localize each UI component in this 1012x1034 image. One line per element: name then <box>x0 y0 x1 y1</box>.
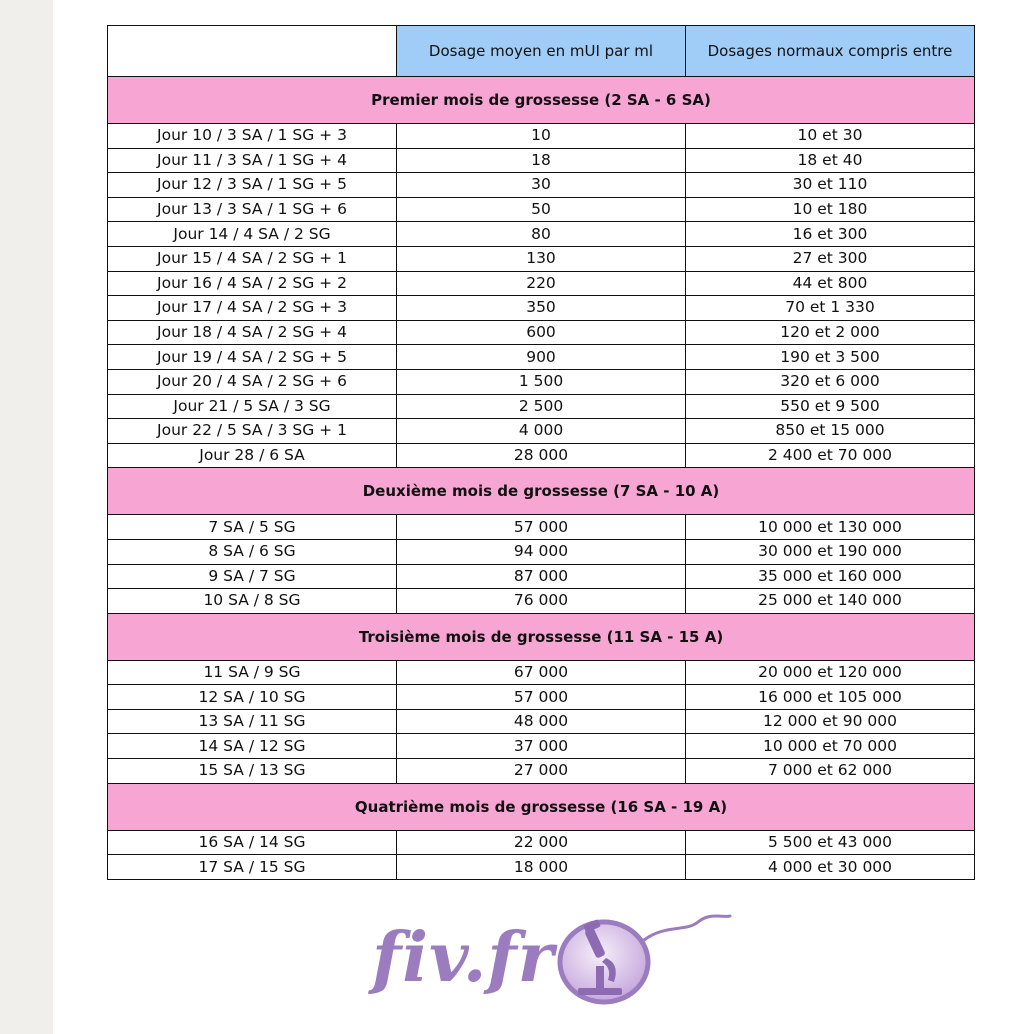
cell-average-dose: 67 000 <box>397 660 686 685</box>
cell-gestational-age: 15 SA / 13 SG <box>108 759 397 784</box>
hcg-dosage-table-container <box>107 25 974 880</box>
table-row <box>108 173 975 198</box>
cell-average-dose: 130 <box>397 246 686 271</box>
cell-gestational-age: Jour 17 / 4 SA / 2 SG + 3 <box>108 296 397 321</box>
table-row <box>108 296 975 321</box>
section-header-row <box>108 468 975 515</box>
table-row <box>108 271 975 296</box>
cell-average-dose: 350 <box>397 296 686 321</box>
cell-gestational-age: Jour 13 / 3 SA / 1 SG + 6 <box>108 197 397 222</box>
header-cell-empty <box>108 26 397 77</box>
cell-normal-range: 550 et 9 500 <box>686 394 975 419</box>
table-row <box>108 124 975 149</box>
table-body <box>108 77 975 880</box>
cell-average-dose: 27 000 <box>397 759 686 784</box>
cell-average-dose: 22 000 <box>397 830 686 855</box>
section-header-row <box>108 783 975 830</box>
table-row <box>108 222 975 247</box>
table-row <box>108 660 975 685</box>
cell-normal-range: 2 400 et 70 000 <box>686 443 975 468</box>
cell-normal-range: 4 000 et 30 000 <box>686 855 975 880</box>
cell-average-dose: 80 <box>397 222 686 247</box>
table-row <box>108 709 975 734</box>
table-row <box>108 345 975 370</box>
table-row <box>108 515 975 540</box>
cell-normal-range: 10 000 et 130 000 <box>686 515 975 540</box>
cell-normal-range: 30 et 110 <box>686 173 975 198</box>
cell-gestational-age: Jour 21 / 5 SA / 3 SG <box>108 394 397 419</box>
section-title: Deuxième mois de grossesse (7 SA - 10 A) <box>108 468 975 515</box>
section-header-row <box>108 77 975 124</box>
cell-normal-range: 190 et 3 500 <box>686 345 975 370</box>
cell-average-dose: 30 <box>397 173 686 198</box>
cell-gestational-age: 13 SA / 11 SG <box>108 709 397 734</box>
cell-normal-range: 5 500 et 43 000 <box>686 830 975 855</box>
table-row <box>108 539 975 564</box>
cell-normal-range: 320 et 6 000 <box>686 369 975 394</box>
cell-gestational-age: 12 SA / 10 SG <box>108 685 397 710</box>
cell-normal-range: 10 000 et 70 000 <box>686 734 975 759</box>
table-row <box>108 394 975 419</box>
cell-average-dose: 28 000 <box>397 443 686 468</box>
cell-gestational-age: Jour 11 / 3 SA / 1 SG + 4 <box>108 148 397 173</box>
section-title: Premier mois de grossesse (2 SA - 6 SA) <box>108 77 975 124</box>
cell-gestational-age: Jour 16 / 4 SA / 2 SG + 2 <box>108 271 397 296</box>
table-row <box>108 564 975 589</box>
cell-gestational-age: 7 SA / 5 SG <box>108 515 397 540</box>
cell-gestational-age: 16 SA / 14 SG <box>108 830 397 855</box>
cell-gestational-age: 17 SA / 15 SG <box>108 855 397 880</box>
fiv-logo <box>372 910 732 1010</box>
table-row <box>108 589 975 614</box>
cell-average-dose: 76 000 <box>397 589 686 614</box>
cell-gestational-age: Jour 19 / 4 SA / 2 SG + 5 <box>108 345 397 370</box>
cell-normal-range: 12 000 et 90 000 <box>686 709 975 734</box>
cell-normal-range: 7 000 et 62 000 <box>686 759 975 784</box>
cell-average-dose: 94 000 <box>397 539 686 564</box>
cell-normal-range: 30 000 et 190 000 <box>686 539 975 564</box>
table-row <box>108 443 975 468</box>
cell-gestational-age: 14 SA / 12 SG <box>108 734 397 759</box>
table-row <box>108 830 975 855</box>
cell-average-dose: 57 000 <box>397 515 686 540</box>
cell-average-dose: 10 <box>397 124 686 149</box>
cell-average-dose: 50 <box>397 197 686 222</box>
section-title: Quatrième mois de grossesse (16 SA - 19 A) <box>108 783 975 830</box>
cell-average-dose: 900 <box>397 345 686 370</box>
table-row <box>108 148 975 173</box>
cell-normal-range: 10 et 180 <box>686 197 975 222</box>
table-row <box>108 419 975 444</box>
cell-normal-range: 18 et 40 <box>686 148 975 173</box>
cell-average-dose: 18 <box>397 148 686 173</box>
cell-normal-range: 10 et 30 <box>686 124 975 149</box>
cell-gestational-age: Jour 22 / 5 SA / 3 SG + 1 <box>108 419 397 444</box>
microscope-sperm-icon <box>548 910 732 1010</box>
cell-average-dose: 18 000 <box>397 855 686 880</box>
cell-gestational-age: Jour 28 / 6 SA <box>108 443 397 468</box>
table-row <box>108 855 975 880</box>
cell-gestational-age: Jour 15 / 4 SA / 2 SG + 1 <box>108 246 397 271</box>
cell-gestational-age: Jour 12 / 3 SA / 1 SG + 5 <box>108 173 397 198</box>
cell-gestational-age: 8 SA / 6 SG <box>108 539 397 564</box>
cell-average-dose: 57 000 <box>397 685 686 710</box>
cell-gestational-age: 10 SA / 8 SG <box>108 589 397 614</box>
cell-gestational-age: 11 SA / 9 SG <box>108 660 397 685</box>
cell-average-dose: 87 000 <box>397 564 686 589</box>
logo-text: fiv.fr <box>372 918 555 998</box>
cell-gestational-age: 9 SA / 7 SG <box>108 564 397 589</box>
header-cell-normal-range: Dosages normaux compris entre <box>686 26 975 77</box>
cell-average-dose: 1 500 <box>397 369 686 394</box>
cell-normal-range: 70 et 1 330 <box>686 296 975 321</box>
table-row <box>108 685 975 710</box>
table-row <box>108 759 975 784</box>
cell-average-dose: 48 000 <box>397 709 686 734</box>
cell-gestational-age: Jour 14 / 4 SA / 2 SG <box>108 222 397 247</box>
header-cell-average-dose: Dosage moyen en mUI par ml <box>397 26 686 77</box>
cell-average-dose: 37 000 <box>397 734 686 759</box>
hcg-dosage-table <box>107 25 975 880</box>
section-header-row <box>108 613 975 660</box>
cell-gestational-age: Jour 18 / 4 SA / 2 SG + 4 <box>108 320 397 345</box>
cell-normal-range: 44 et 800 <box>686 271 975 296</box>
cell-normal-range: 25 000 et 140 000 <box>686 589 975 614</box>
section-title: Troisième mois de grossesse (11 SA - 15 A) <box>108 613 975 660</box>
cell-normal-range: 35 000 et 160 000 <box>686 564 975 589</box>
table-row <box>108 197 975 222</box>
cell-gestational-age: Jour 20 / 4 SA / 2 SG + 6 <box>108 369 397 394</box>
cell-normal-range: 120 et 2 000 <box>686 320 975 345</box>
cell-average-dose: 4 000 <box>397 419 686 444</box>
cell-normal-range: 16 000 et 105 000 <box>686 685 975 710</box>
cell-normal-range: 850 et 15 000 <box>686 419 975 444</box>
table-row <box>108 369 975 394</box>
table-header-row <box>108 26 975 77</box>
cell-gestational-age: Jour 10 / 3 SA / 1 SG + 3 <box>108 124 397 149</box>
table-row <box>108 734 975 759</box>
left-sidebar-strip <box>0 0 53 1034</box>
cell-normal-range: 27 et 300 <box>686 246 975 271</box>
table-row <box>108 320 975 345</box>
table-row <box>108 246 975 271</box>
cell-average-dose: 600 <box>397 320 686 345</box>
cell-average-dose: 220 <box>397 271 686 296</box>
cell-normal-range: 16 et 300 <box>686 222 975 247</box>
cell-normal-range: 20 000 et 120 000 <box>686 660 975 685</box>
cell-average-dose: 2 500 <box>397 394 686 419</box>
